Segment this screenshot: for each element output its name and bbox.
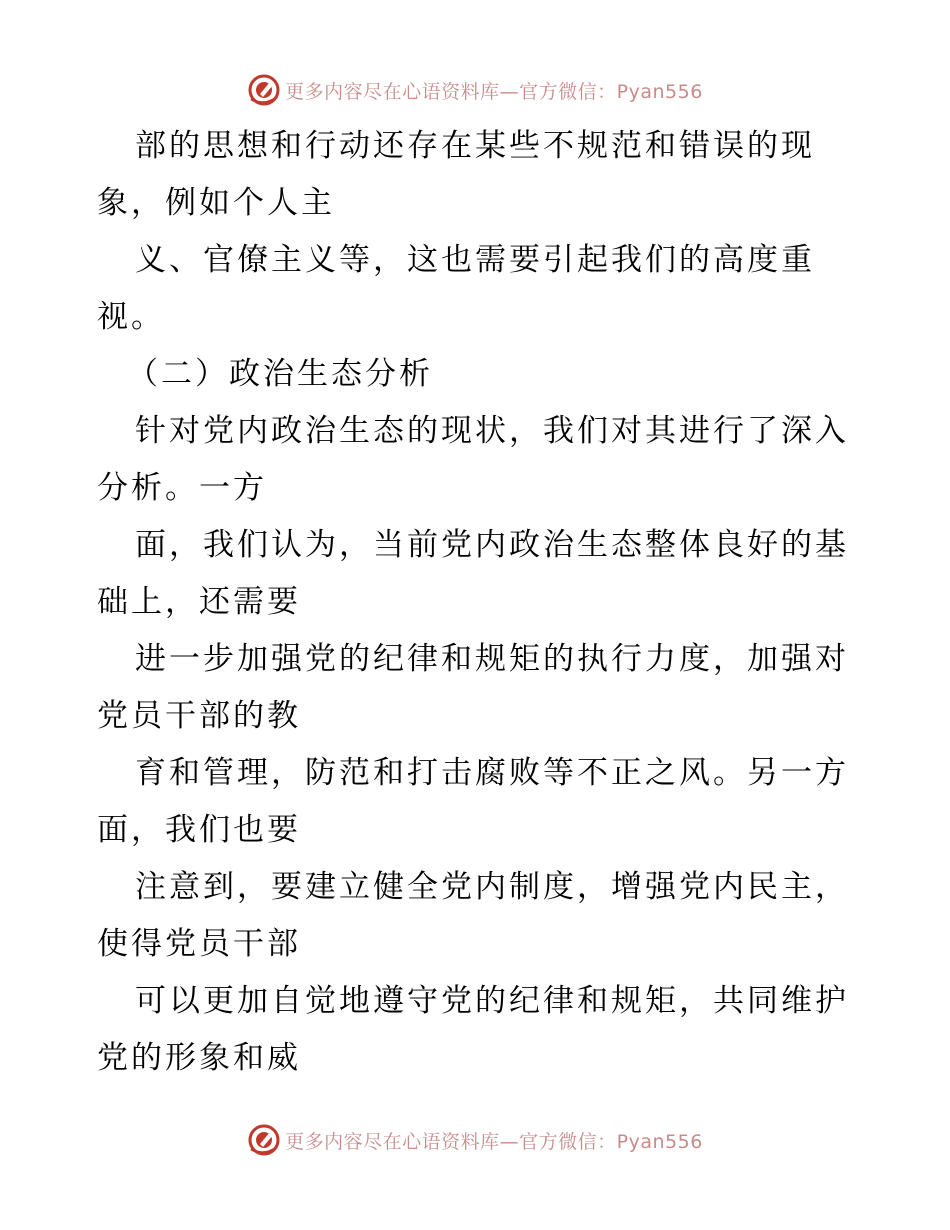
text-line: 础上，还需要 [97,584,301,620]
footer-banner [0,1120,950,1160]
text-line: 视。 [97,299,165,335]
text-line: 义、官僚主义等，这也需要引起我们的高度重 [135,242,815,278]
header-banner [0,70,950,110]
text-line: 象，例如个人主 [97,185,335,221]
text-line: 面，我们认为，当前党内政治生态整体良好的基 [135,527,849,563]
text-line: 注意到，要建立健全党内制度，增强党内民主， [135,869,849,905]
section-heading: （二）政治生态分析 [127,356,433,392]
text-line: 使得党员干部 [97,926,301,962]
document-body [97,118,857,1087]
text-line: 党的形象和威 [97,1040,301,1076]
text-line: 分析。一方 [97,470,267,506]
logo-seal-icon [247,73,281,107]
header-banner-text: 更多内容尽在心语资料库—官方微信：Pyan556 [285,80,703,103]
text-line: 党员干部的教 [97,698,301,734]
text-line: 可以更加自觉地遵守党的纪律和规矩，共同维护 [135,983,849,1019]
text-line: 面，我们也要 [97,812,301,848]
footer-banner-text: 更多内容尽在心语资料库—官方微信：Pyan556 [285,1130,703,1153]
text-line: 部的思想和行动还存在某些不规范和错误的现 [135,128,815,164]
logo-seal-icon [247,1123,281,1157]
text-line: 针对党内政治生态的现状，我们对其进行了深入 [135,413,849,449]
text-line: 育和管理，防范和打击腐败等不正之风。另一方 [135,755,849,791]
text-line: 进一步加强党的纪律和规矩的执行力度，加强对 [135,641,849,677]
